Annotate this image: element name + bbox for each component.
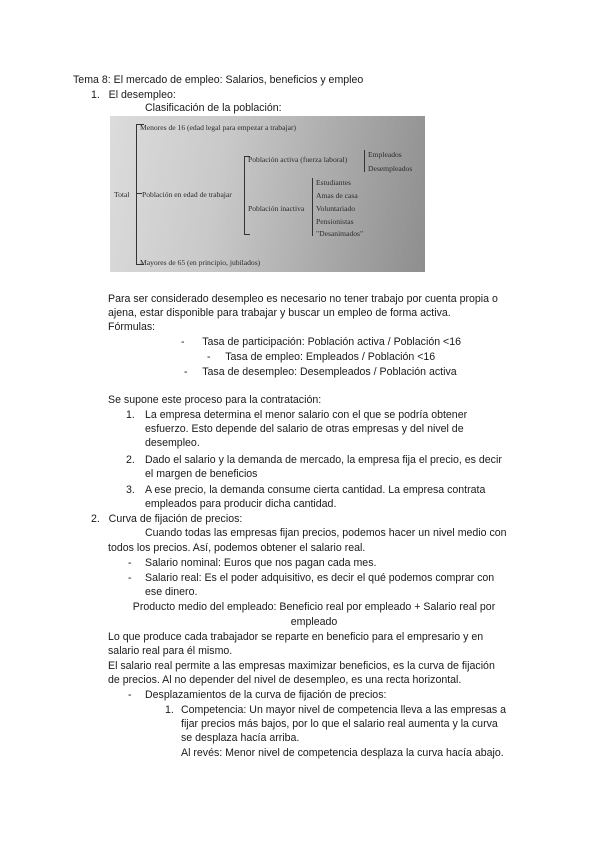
process-line: el margen de beneficios	[145, 468, 258, 480]
label-empleados: Empleados	[368, 150, 402, 159]
label-inactiva-item: Estudiantes	[316, 178, 352, 187]
process-line: Dado el salario y la demanda de mercado, la empresa fija el precio, es decir	[145, 454, 502, 466]
bullet-line: Salario nominal: Euros que nos pagan cada mes.	[145, 557, 377, 569]
process-line: desempleo.	[145, 437, 200, 449]
bullet-dash: -	[128, 557, 132, 569]
paragraph-line: todos los precios. Así, podemos obtener el salario real.	[108, 542, 366, 554]
label-inactiva-item: Voluntariado	[316, 204, 356, 213]
process-line: esfuerzo. Esto depende del salario de otras empresas y del nivel de	[145, 423, 464, 435]
desplazamientos-heading: Desplazamientos de la curva de fijación de precios:	[145, 689, 387, 701]
paragraph-line: Cuando todas las empresas fijan precios, podemos hacer un nivel medio con	[145, 527, 507, 539]
paragraph-line: de precios. Al no depender del nivel de desempleo, es una recta horizontal.	[108, 674, 462, 686]
bracket-line	[244, 156, 245, 234]
population-classification-figure	[110, 116, 425, 272]
label-menores: Menores de 16 (edad legal para empezar a trabajar)	[140, 123, 297, 132]
formula-item: - Tasa de participación: Población activa / Población <16	[181, 336, 462, 348]
bullet-dash: -	[128, 689, 132, 701]
bullet-line: Salario real: Es el poder adquisitivo, es decir el qué podemos comprar con	[145, 572, 495, 584]
process-number: 1.	[126, 409, 135, 421]
label-poblacion-inactiva: Población inactiva	[248, 204, 305, 213]
section-1-title: 1. El desempleo:	[91, 89, 176, 101]
label-poblacion-activa: Población activa (fuerza laboral)	[248, 155, 348, 164]
process-line: La empresa determina el menor salario con el que se podría obtener	[145, 409, 468, 421]
formulas-label: Fórmulas:	[108, 321, 156, 333]
process-number: 2.	[126, 454, 135, 466]
producto-line: Producto medio del empleado: Beneficio real por empleado + Salario real por	[132, 601, 496, 613]
process-intro: Se supone este proceso para la contratación:	[108, 394, 322, 406]
label-mayores: Mayores de 65 (en principio, jubilados)	[140, 258, 261, 267]
producto-line: empleado	[290, 616, 338, 628]
paragraph-line: Para ser considerado desempleo es necesario no tener trabajo por cuenta propia o	[108, 293, 498, 305]
label-total: Total	[114, 190, 130, 199]
process-number: 3.	[126, 484, 135, 496]
document-header: Tema 8: El mercado de empleo: Salarios, beneficios y empleo	[73, 74, 364, 86]
label-inactiva-item: Pensionistas	[316, 217, 354, 226]
competencia-line: Competencia: Un mayor nivel de competencia lleva a las empresas a	[181, 704, 507, 716]
bracket-line	[312, 178, 313, 236]
section-1-subtitle: Clasificación de la población:	[145, 102, 282, 114]
process-line: empleados para producir dicha cantidad.	[145, 498, 337, 510]
competencia-line: Al revés: Menor nivel de competencia desplaza la curva hacía abajo.	[181, 747, 504, 759]
competencia-line: fijar precios más bajos, por lo que el salario real aumenta y la curva	[181, 718, 498, 730]
bracket-line	[136, 124, 137, 264]
label-inactiva-item: Amas de casa	[316, 191, 358, 200]
paragraph-line: salario real para él mismo.	[108, 645, 233, 657]
paragraph-line: Lo que produce cada trabajador se reparte en beneficio para el empresario y en	[108, 631, 484, 643]
label-edad-trabajar: Población en edad de trabajar	[142, 190, 232, 199]
section-2-title: 2. Curva de fijación de precios:	[91, 513, 243, 525]
label-desempleados: Desempleados	[368, 164, 413, 173]
bracket-line	[364, 150, 365, 172]
paragraph-line: ajena, estar disponible para trabajar y buscar un empleo de forma activa.	[108, 307, 451, 319]
competencia-number: 1.	[165, 704, 174, 716]
competencia-line: se desplaza hacía arriba.	[181, 732, 300, 744]
label-inactiva-item: "Desanimados"	[316, 229, 364, 238]
formula-item: - Tasa de desempleo: Desempleados / Población activa	[184, 366, 457, 378]
bullet-line: ese dinero.	[145, 586, 198, 598]
formula-item: - Tasa de empleo: Empleados / Población <16	[207, 351, 436, 363]
bullet-dash: -	[128, 572, 132, 584]
bracket-line	[244, 234, 250, 235]
paragraph-line: El salario real permite a las empresas maximizar beneficios, es la curva de fijación	[108, 660, 495, 672]
process-line: A ese precio, la demanda consume cierta cantidad. La empresa contrata	[145, 484, 486, 496]
